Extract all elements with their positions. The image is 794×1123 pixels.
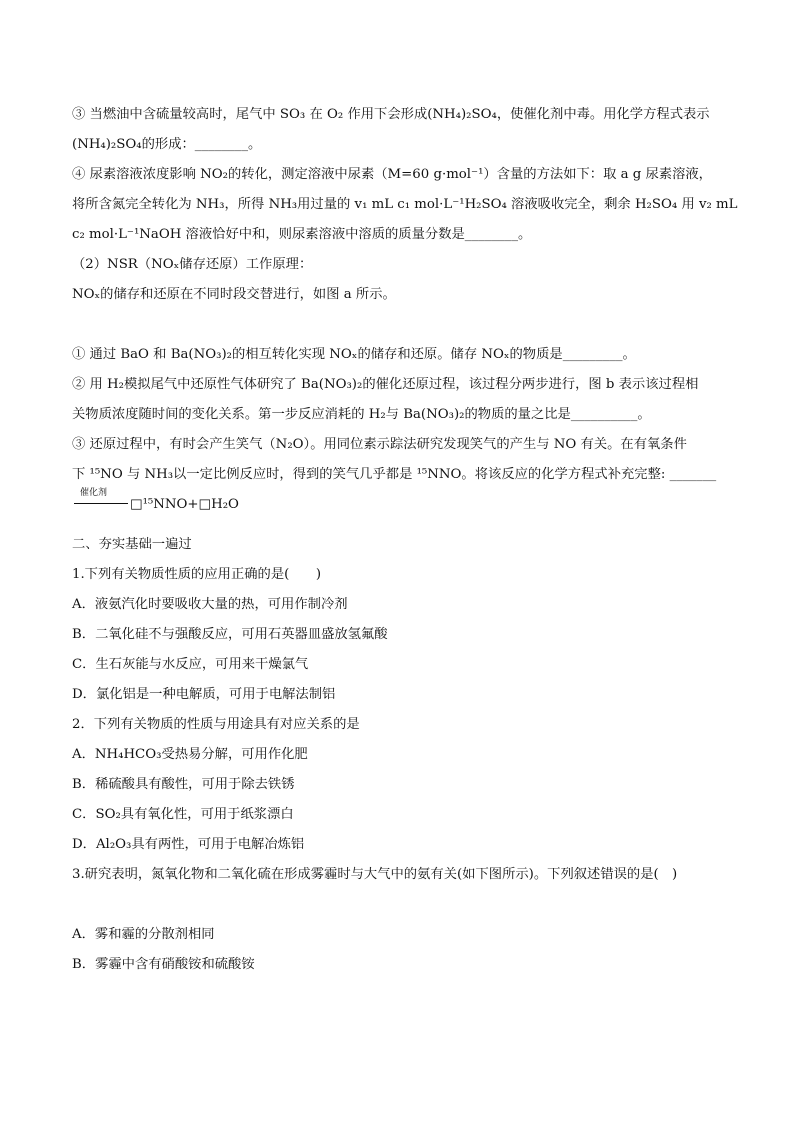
question-3-option-b: B．雾霾中含有硝酸铵和硫酸铵 <box>72 957 255 972</box>
part1-item4-line1: ④ 尿素溶液浓度影响 NO₂的转化，测定溶液中尿素（M=60 g·mol⁻¹）含量的方法如下：取 a g 尿素溶液， <box>72 167 712 182</box>
part2-title: （2）NSR（NOₓ储存还原）工作原理： <box>72 257 313 272</box>
question-1-option-d: D．氯化铝是一种电解质，可用于电解法制铝 <box>72 687 336 702</box>
section-title: 二、夯实基础一遍过 <box>72 537 192 552</box>
part2-item2-line1: ② 用 H₂模拟尾气中还原性气体研究了 Ba(NO₃)₂的催化还原过程，该过程分两步进行，图 b 表示该过程相 <box>72 377 699 392</box>
document-page <box>72 100 738 980</box>
question-2-option-d: D．Al₂O₃具有两性，可用于电解冶炼铝 <box>72 837 305 852</box>
question-1-option-a: A．液氨汽化时要吸收大量的热，可用作制冷剂 <box>72 597 348 612</box>
part2-item2-line2: 关物质浓度随时间的变化关系。第一步反应消耗的 H₂与 Ba(NO₃)₂的物质的量之比是__________。 <box>72 407 651 422</box>
question-2-option-a: A．NH₄HCO₃受热易分解，可用作化肥 <box>72 747 308 762</box>
figure-a-placeholder <box>72 310 724 340</box>
question-1-option-c: C．生石灰能与水反应，可用来干燥氯气 <box>72 657 309 672</box>
question-3-stem: 3.研究表明，氮氧化物和二氧化硫在形成雾霾时与大气中的氨有关(如下图所示)。下列叙述错误的是( ) <box>72 867 678 882</box>
part2-item3-line1: ③ 还原过程中，有时会产生笑气（N₂O）。用同位素示踪法研究发现笑气的产生与 NO 有关。在有氧条件 <box>72 437 687 452</box>
reaction-line <box>74 503 128 504</box>
part2-item1: ① 通过 BaO 和 Ba(NO₃)₂的相互转化实现 NOₓ的储存和还原。储存 NOₓ的物质是_________。 <box>72 347 636 362</box>
question-2-option-c: C．SO₂具有氧化性，可用于纸浆漂白 <box>72 807 294 822</box>
part1-item3-line1: ③ 当燃油中含硫量较高时，尾气中 SO₃ 在 O₂ 作用下会形成(NH₄)₂SO₄，使催化剂中毒。用化学方程式表示 <box>72 107 710 122</box>
figure-placeholder <box>72 890 724 920</box>
equation-products: □¹⁵NNO+□H₂O <box>130 497 239 512</box>
part2-description: NOₓ的储存和还原在不同时段交替进行，如图 a 所示。 <box>72 287 396 302</box>
part1-item4-line2: 将所含氮完全转化为 NH₃，所得 NH₃用过量的 v₁ mL c₁ mol·L⁻¹H₂SO₄ 溶液吸收完全，剩余 H₂SO₄ 用 v₂ mL <box>72 197 738 212</box>
question-3-option-a: A．雾和霾的分散剂相同 <box>72 927 215 942</box>
catalyst-label: 催化剂 <box>80 487 108 498</box>
part2-item3-line2: 下 ¹⁵NO 与 NH₃以一定比例反应时，得到的笑气几乎都是 ¹⁵NNO。将该反应的化学方程式补充完整: _______ <box>72 467 717 482</box>
part1-item3-line2: (NH₄)₂SO₄的形成：________。 <box>72 137 262 152</box>
catalyst-arrow <box>72 487 130 516</box>
question-2-option-b: B．稀硫酸具有酸性，可用于除去铁锈 <box>72 777 295 792</box>
chemical-equation <box>72 487 724 520</box>
part1-item4-line3: c₂ mol·L⁻¹NaOH 溶液恰好中和，则尿素溶液中溶质的质量分数是________。 <box>72 227 532 242</box>
question-1-option-b: B．二氧化硅不与强酸反应，可用石英器皿盛放氢氟酸 <box>72 627 388 642</box>
question-1-stem: 1.下列有关物质性质的应用正确的是( ) <box>72 567 322 582</box>
question-2-stem: 2．下列有关物质的性质与用途具有对应关系的是 <box>72 717 360 732</box>
